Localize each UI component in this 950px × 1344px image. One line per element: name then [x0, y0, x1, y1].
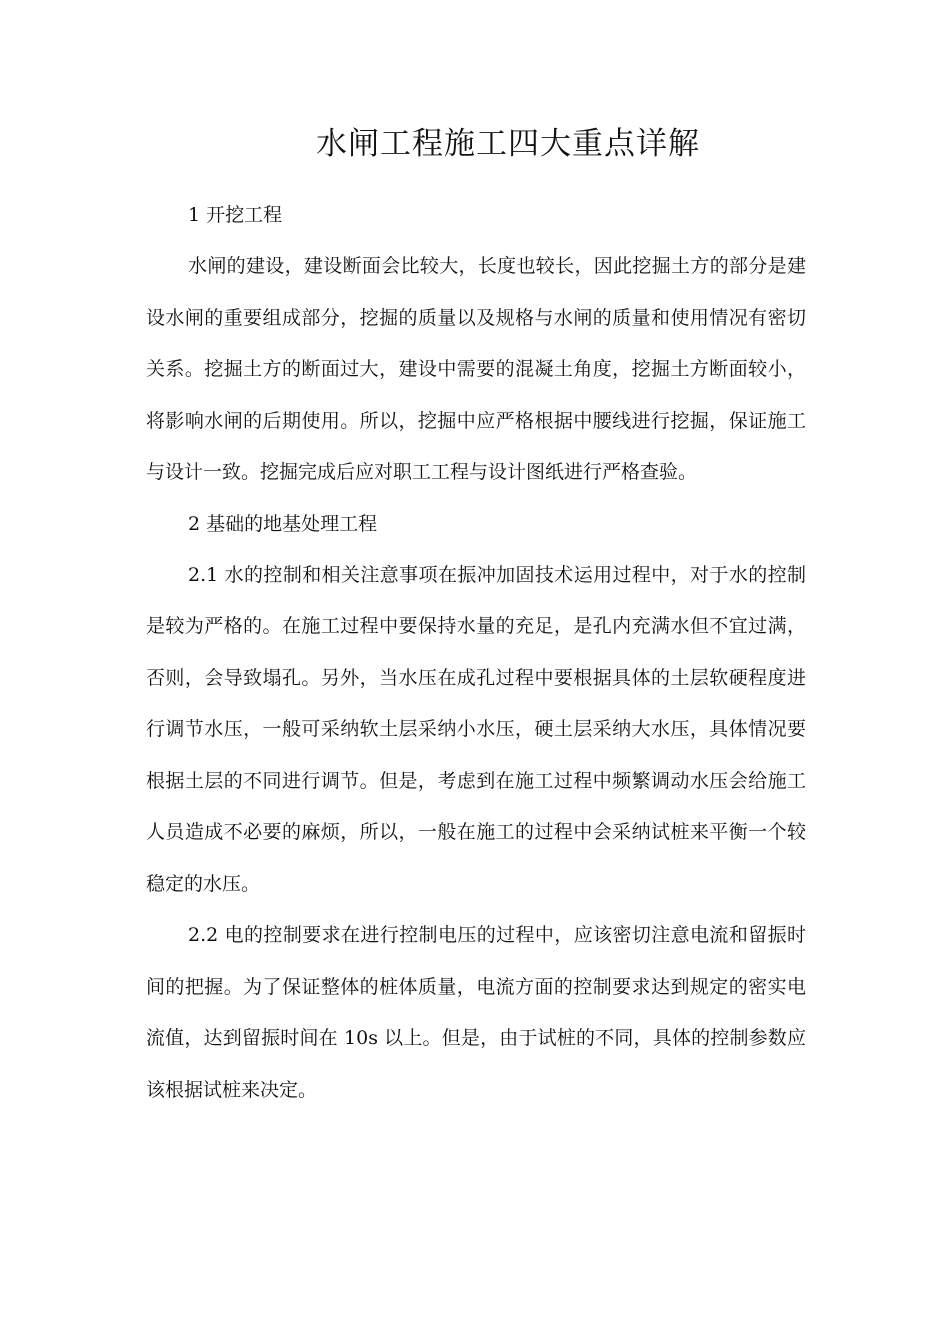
- paragraph-excavation: 水闸的建设，建设断面会比较大，长度也较长，因此挖掘土方的部分是建设水闸的重要组成部分，挖掘的质量以及规格与水闸的质量和使用情况有密切关系。挖掘土方的断面过大，建设中需要的混凝土角度，挖掘土方断面较小，将影响水闸的后期使用。所以，挖掘中应严格根据中腰线进行挖掘，保证施工与设计一致。挖掘完成后应对职工工程与设计图纸进行严格查验。: [146, 255, 806, 483]
- paragraph-electric-control: 2.2 电的控制要求在进行控制电压的过程中，应该密切注意电流和留振时间的把握。为了保证整体的桩体质量，电流方面的控制要求达到规定的密实电流值，达到留振时间在 10s 以上。但是，由于试桩的不同，具体的控制参数应该根据试桩来决定。: [146, 924, 806, 1101]
- document-body: [146, 190, 806, 1116]
- paragraph-water-control: 2.1 水的控制和相关注意事项在振冲加固技术运用过程中，对于水的控制是较为严格的。在施工过程中要保持水量的充足，是孔内充满水但不宜过满，否则，会导致塌孔。另外，当水压在成孔过程中要根据具体的土层软硬程度进行调节水压，一般可采纳软土层采纳小水压，硬土层采纳大水压，具体情况要根据土层的不同进行调节。但是，考虑到在施工过程中频繁调动水压会给施工人员造成不必要的麻烦，所以，一般在施工的过程中会采纳试桩来平衡一个较稳定的水压。: [146, 563, 806, 895]
- section-heading-foundation: 2 基础的地基处理工程: [188, 512, 378, 535]
- section-heading-excavation: 1 开挖工程: [188, 204, 283, 226]
- document-title: 水闸工程施工四大重点详解: [316, 126, 700, 162]
